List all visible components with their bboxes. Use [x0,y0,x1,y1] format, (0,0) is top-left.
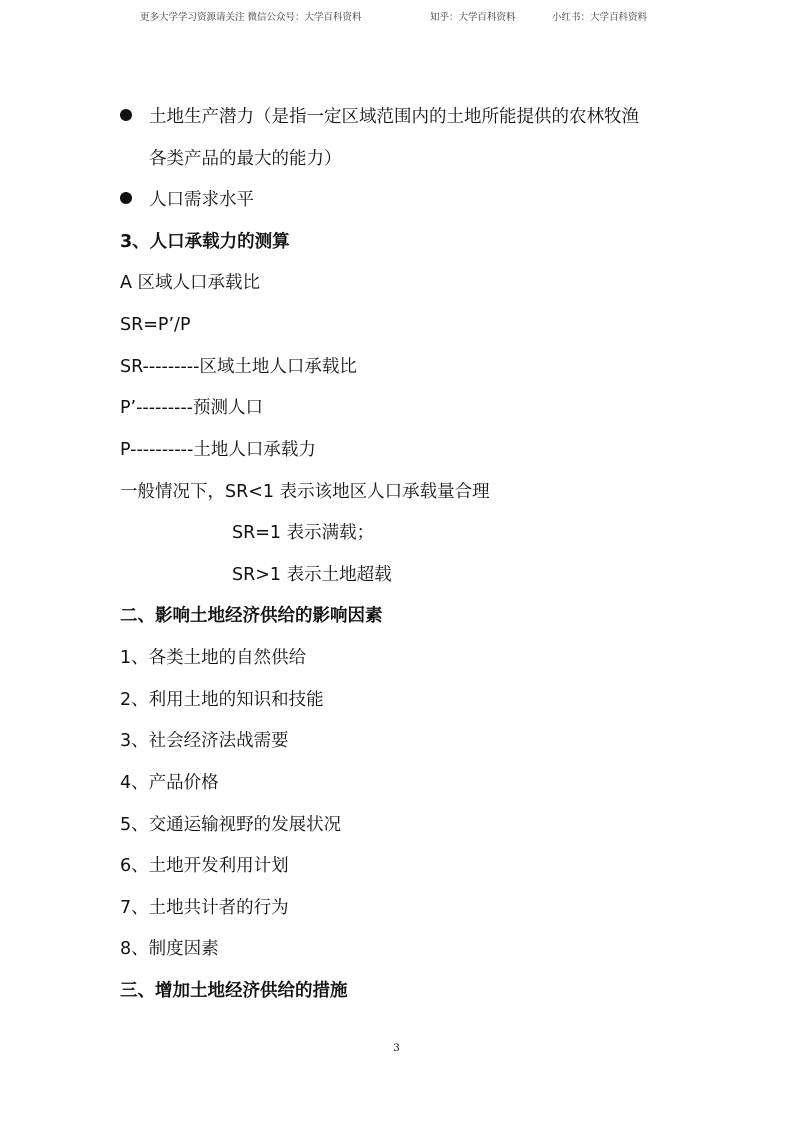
definition-line: SR---------区域土地人口承载比 [120,357,357,377]
formula-line: SR=P’/P [120,315,191,335]
bullet-item-land-potential [120,106,639,128]
header-zhihu-note: 知乎：大学百科资料 [430,12,516,23]
list-item: 2、利用土地的知识和技能 [120,690,324,710]
bullet-text: 土地生产潜力（是指一定区域范围内的土地所能提供的农林牧渔 [149,107,639,127]
list-item: 1、各类土地的自然供给 [120,648,307,668]
paragraph-line: SR>1 表示土地超载 [232,565,392,585]
definition-line: P’---------预测人口 [120,398,263,418]
header-wechat-note: 更多大学学习资源请关注 微信公众号：大学百科资料 [140,12,362,23]
header-xiaohongshu-note: 小红书：大学百科资料 [552,12,648,23]
paragraph-line: A 区域人口承载比 [120,273,261,293]
page-header [0,9,793,23]
list-item: 7、土地共计者的行为 [120,898,289,918]
definition-line: P----------土地人口承载力 [120,440,316,460]
list-item: 6、土地开发利用计划 [120,856,289,876]
bullet-icon [120,109,132,121]
bullet-continuation: 各类产品的最大的能力） [149,149,342,169]
bullet-item-population-demand [120,189,254,211]
list-item: 8、制度因素 [120,939,219,959]
list-item: 4、产品价格 [120,773,219,793]
page-number: 3 [393,1042,400,1054]
bullet-text: 人口需求水平 [149,190,254,210]
section-heading: 三、增加土地经济供给的措施 [120,981,348,1001]
subheading-capacity-calculation: 3、人口承载力的测算 [120,232,290,252]
list-item: 3、社会经济法战需要 [120,731,289,751]
list-item: 5、交通运输视野的发展状况 [120,815,342,835]
paragraph-line: 一般情况下，SR<1 表示该地区人口承载量合理 [120,482,490,502]
bullet-icon [120,192,132,204]
paragraph-line: SR=1 表示满载； [232,523,375,543]
section-heading: 二、影响土地经济供给的影响因素 [120,606,383,626]
